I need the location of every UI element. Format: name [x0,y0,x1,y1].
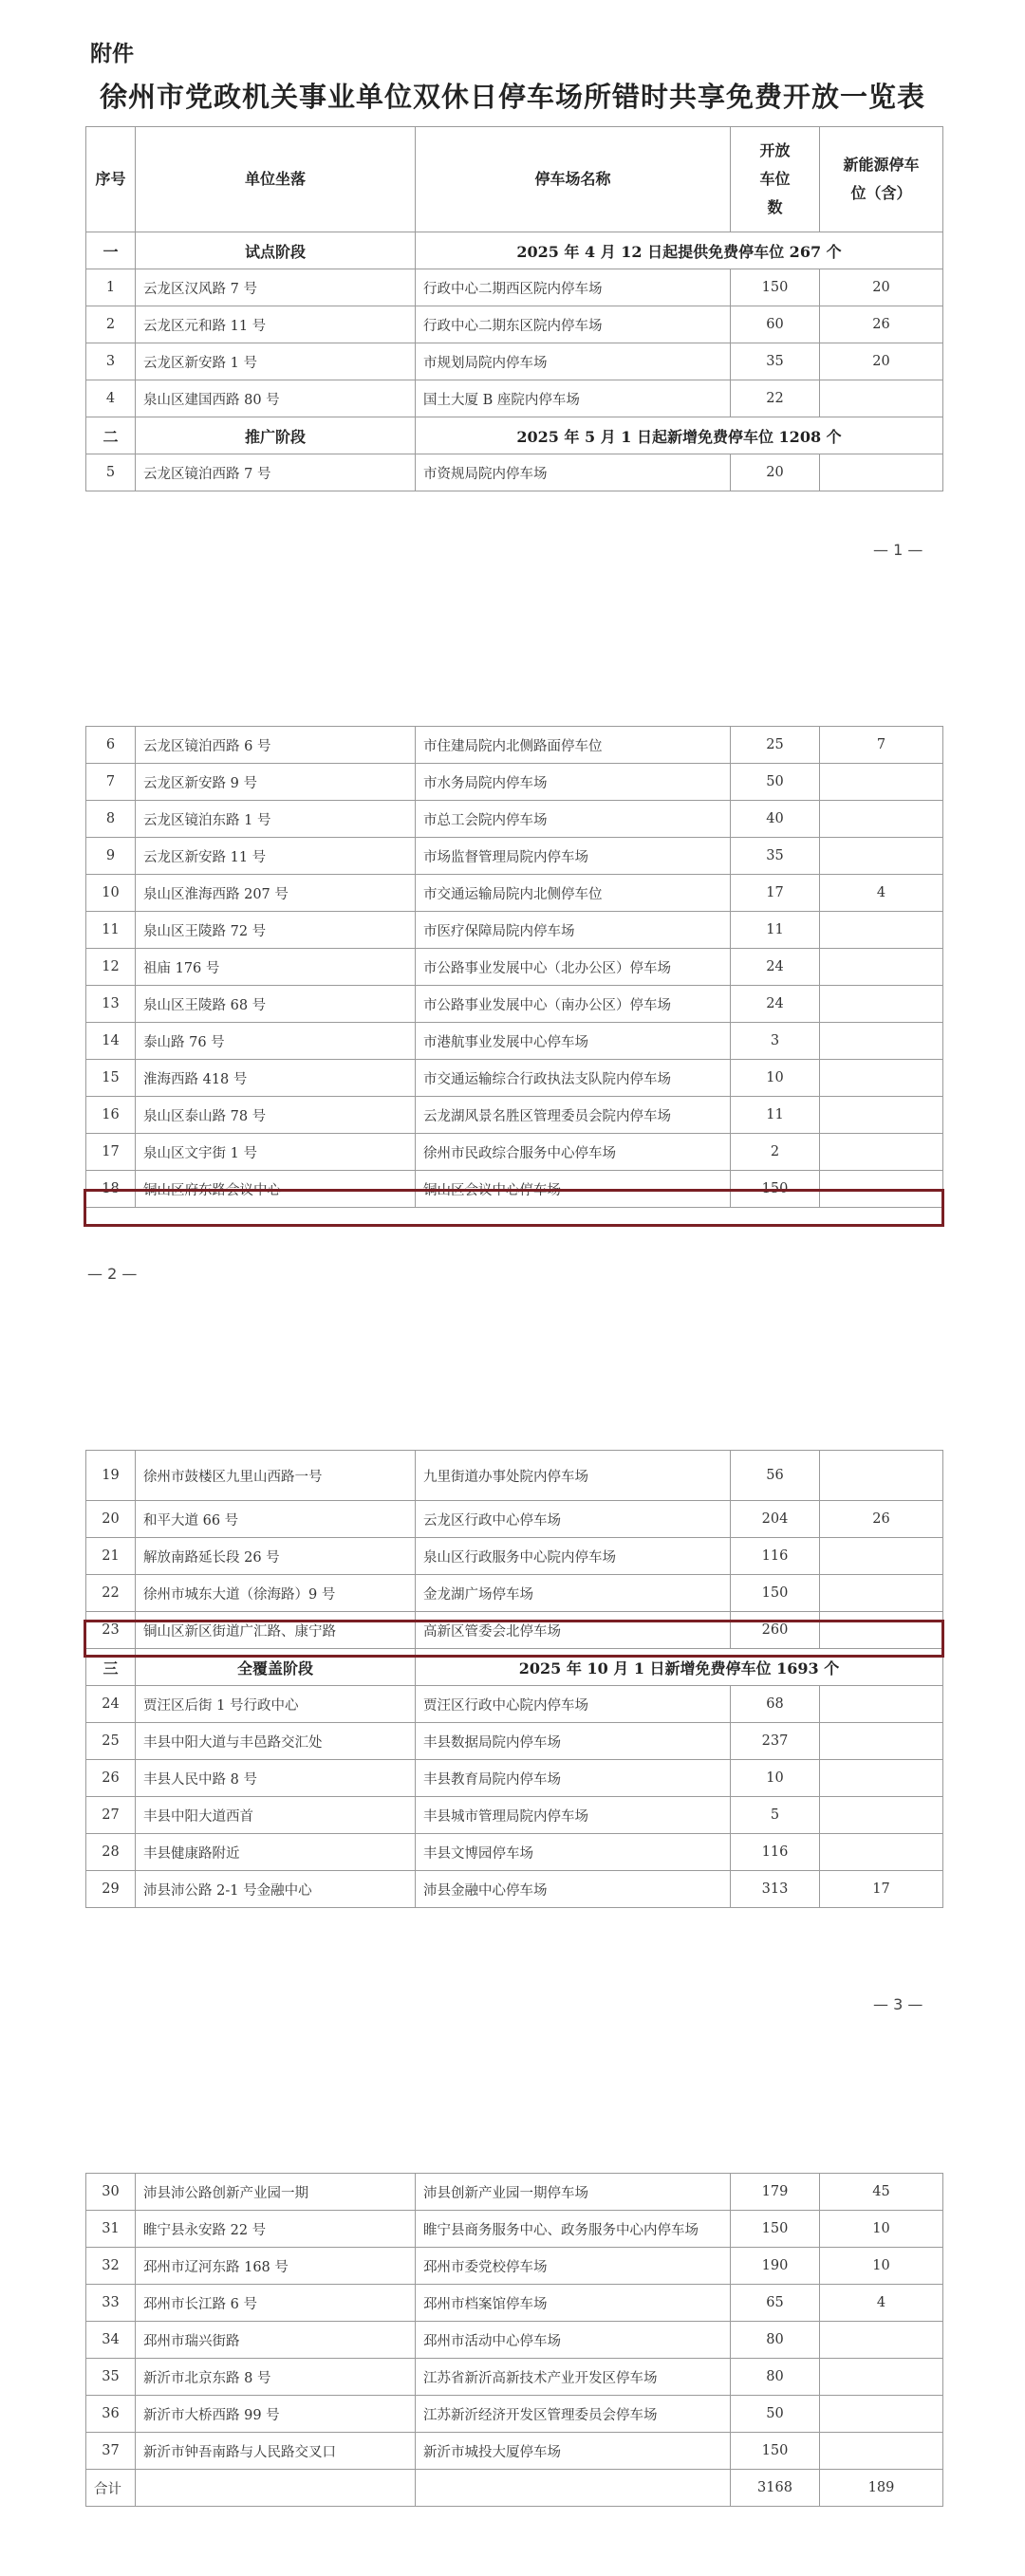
cell-parking-lot: 高新区管委会北停车场 [416,1612,731,1649]
page-title: 徐州市党政机关事业单位双休日停车场所错时共享免费开放一览表 [99,81,925,113]
stage-row [86,417,943,454]
table-row [86,1501,943,1538]
table-row [86,1451,943,1501]
cell-open-spaces: 40 [731,801,820,838]
cell-parking-lot: 国土大厦 B 座院内停车场 [416,380,731,417]
cell-parking-lot: 丰县文博园停车场 [416,1834,731,1871]
table-row [86,306,943,343]
cell-open-spaces: 35 [731,343,820,380]
cell-parking-lot: 市总工会院内停车场 [416,801,731,838]
cell-new-energy: 10 [820,2211,943,2248]
cell-location: 云龙区新安路 9 号 [136,764,416,801]
parking-table-page-1 [85,126,943,491]
cell-location: 云龙区元和路 11 号 [136,306,416,343]
cell-no: 15 [86,1060,136,1097]
cell-location: 泉山区建国西路 80 号 [136,380,416,417]
cell-parking-lot: 行政中心二期西区院内停车场 [416,269,731,306]
cell-no: 25 [86,1723,136,1760]
cell-open-spaces: 3168 [731,2470,820,2507]
table-row [86,1060,943,1097]
cell-no: 11 [86,912,136,949]
cell-parking-lot: 市公路事业发展中心（南办公区）停车场 [416,986,731,1023]
table-row [86,1760,943,1797]
cell-location: 泉山区淮海西路 207 号 [136,875,416,912]
table-row [86,949,943,986]
cell-parking-lot: 邳州市档案馆停车场 [416,2285,731,2322]
cell-no: 32 [86,2248,136,2285]
cell-no: 13 [86,986,136,1023]
cell-new-energy: 17 [820,1871,943,1908]
cell-new-energy [820,1538,943,1575]
cell-location: 沛县沛公路 2-1 号金融中心 [136,1871,416,1908]
table-row [86,2396,943,2433]
cell-open-spaces: 11 [731,1097,820,1134]
cell-location: 泉山区文宇街 1 号 [136,1134,416,1171]
cell-location: 淮海西路 418 号 [136,1060,416,1097]
cell-parking-lot: 泉山区行政服务中心院内停车场 [416,1538,731,1575]
cell-parking-lot: 行政中心二期东区院内停车场 [416,306,731,343]
header-no: 序号 [86,127,136,232]
cell-new-energy: 26 [820,1501,943,1538]
stage-number: 一 [86,232,136,269]
parking-table-page-3 [85,1450,943,1908]
cell-parking-lot: 云龙区行政中心停车场 [416,1501,731,1538]
table-row [86,1134,943,1171]
cell-open-spaces: 22 [731,380,820,417]
cell-parking-lot: 金龙湖广场停车场 [416,1575,731,1612]
cell-new-energy: 4 [820,875,943,912]
cell-no: 16 [86,1097,136,1134]
cell-location: 贾汪区后街 1 号行政中心 [136,1686,416,1723]
cell-parking-lot: 江苏省新沂高新技术产业开发区停车场 [416,2359,731,2396]
cell-open-spaces: 150 [731,1171,820,1208]
cell-parking-lot: 徐州市民政综合服务中心停车场 [416,1134,731,1171]
cell-location: 解放南路延长段 26 号 [136,1538,416,1575]
cell-location: 邳州市长江路 6 号 [136,2285,416,2322]
cell-open-spaces: 17 [731,875,820,912]
cell-new-energy [820,1760,943,1797]
stage-description: 2025 年 10 月 1 日新增免费停车位 1693 个 [416,1649,943,1686]
cell-parking-lot: 睢宁县商务服务中心、政务服务中心内停车场 [416,2211,731,2248]
table-row [86,2359,943,2396]
table-row [86,764,943,801]
table-row [86,986,943,1023]
cell-no: 4 [86,380,136,417]
cell-no: 17 [86,1134,136,1171]
cell-new-energy [820,912,943,949]
header-location: 单位坐落 [136,127,416,232]
table-row [86,875,943,912]
cell-no: 36 [86,2396,136,2433]
cell-no: 7 [86,764,136,801]
cell-new-energy [820,1023,943,1060]
table-row [86,2174,943,2211]
cell-location: 丰县中阳大道与丰邑路交汇处 [136,1723,416,1760]
cell-no: 30 [86,2174,136,2211]
cell-no: 27 [86,1797,136,1834]
total-row [86,2470,943,2507]
cell-no: 合计 [86,2470,136,2507]
cell-location: 丰县健康路附近 [136,1834,416,1871]
cell-open-spaces: 50 [731,2396,820,2433]
cell-no: 23 [86,1612,136,1649]
cell-location: 新沂市大桥西路 99 号 [136,2396,416,2433]
cell-no: 19 [86,1451,136,1501]
cell-location [136,2470,416,2507]
cell-no: 3 [86,343,136,380]
cell-no: 6 [86,727,136,764]
cell-location: 云龙区镜泊西路 7 号 [136,454,416,491]
cell-open-spaces: 80 [731,2359,820,2396]
cell-parking-lot: 市场监督管理局院内停车场 [416,838,731,875]
cell-open-spaces: 116 [731,1538,820,1575]
parking-table-page-4 [85,2173,943,2507]
cell-new-energy: 7 [820,727,943,764]
cell-location: 徐州市城东大道（徐海路）9 号 [136,1575,416,1612]
cell-location: 云龙区新安路 11 号 [136,838,416,875]
cell-open-spaces: 2 [731,1134,820,1171]
cell-parking-lot: 市交通运输综合行政执法支队院内停车场 [416,1060,731,1097]
cell-open-spaces: 3 [731,1023,820,1060]
cell-new-energy [820,1451,943,1501]
table-row [86,454,943,491]
cell-parking-lot: 铜山区会议中心停车场 [416,1171,731,1208]
cell-open-spaces: 56 [731,1451,820,1501]
cell-location: 新沂市钟吾南路与人民路交叉口 [136,2433,416,2470]
stage-number: 二 [86,417,136,454]
cell-open-spaces: 150 [731,2433,820,2470]
cell-no: 1 [86,269,136,306]
stage-name: 全覆盖阶段 [136,1649,416,1686]
cell-location: 泉山区王陵路 68 号 [136,986,416,1023]
cell-location: 铜山区府东路会议中心 [136,1171,416,1208]
table-row [86,2322,943,2359]
page-number-3: — 3 — [873,1995,923,2013]
cell-no: 35 [86,2359,136,2396]
cell-parking-lot: 丰县城市管理局院内停车场 [416,1797,731,1834]
table-row [86,2433,943,2470]
cell-open-spaces: 150 [731,2211,820,2248]
cell-location: 云龙区镜泊西路 6 号 [136,727,416,764]
highlight-box-row-18 [84,1189,944,1227]
cell-parking-lot: 新沂市城投大厦停车场 [416,2433,731,2470]
cell-parking-lot: 邳州市委党校停车场 [416,2248,731,2285]
cell-new-energy: 189 [820,2470,943,2507]
table-row [86,2211,943,2248]
cell-new-energy [820,949,943,986]
cell-new-energy [820,1575,943,1612]
cell-parking-lot: 沛县创新产业园一期停车场 [416,2174,731,2211]
table-row [86,269,943,306]
cell-no: 2 [86,306,136,343]
cell-open-spaces: 150 [731,1575,820,1612]
cell-parking-lot: 市住建局院内北侧路面停车位 [416,727,731,764]
table-row [86,1723,943,1760]
cell-open-spaces: 65 [731,2285,820,2322]
cell-no: 26 [86,1760,136,1797]
cell-parking-lot [416,2470,731,2507]
cell-location: 丰县中阳大道西首 [136,1797,416,1834]
cell-parking-lot: 云龙湖风景名胜区管理委员会院内停车场 [416,1097,731,1134]
table-row [86,801,943,838]
stage-description: 2025 年 4 月 12 日起提供免费停车位 267 个 [416,232,943,269]
cell-new-energy [820,1723,943,1760]
cell-new-energy [820,1060,943,1097]
cell-open-spaces: 68 [731,1686,820,1723]
cell-parking-lot: 沛县金融中心停车场 [416,1871,731,1908]
table-row [86,1538,943,1575]
cell-no: 28 [86,1834,136,1871]
cell-new-energy: 10 [820,2248,943,2285]
cell-new-energy [820,2322,943,2359]
cell-new-energy [820,2359,943,2396]
cell-location: 泉山区王陵路 72 号 [136,912,416,949]
cell-location: 睢宁县永安路 22 号 [136,2211,416,2248]
attachment-label: 附件 [90,42,134,66]
stage-name: 推广阶段 [136,417,416,454]
cell-open-spaces: 190 [731,2248,820,2285]
cell-location: 泉山区泰山路 78 号 [136,1097,416,1134]
table-row [86,380,943,417]
cell-no: 9 [86,838,136,875]
cell-parking-lot: 市交通运输局院内北侧停车位 [416,875,731,912]
cell-new-energy [820,986,943,1023]
page-number-1: — 1 — [873,541,923,559]
stage-number: 三 [86,1649,136,1686]
cell-parking-lot: 市港航事业发展中心停车场 [416,1023,731,1060]
cell-parking-lot: 市资规局院内停车场 [416,454,731,491]
cell-location: 泰山路 76 号 [136,1023,416,1060]
cell-parking-lot: 市医疗保障局院内停车场 [416,912,731,949]
table-row [86,2285,943,2322]
cell-open-spaces: 35 [731,838,820,875]
cell-no: 14 [86,1023,136,1060]
cell-new-energy: 4 [820,2285,943,2322]
cell-new-energy [820,1686,943,1723]
cell-no: 33 [86,2285,136,2322]
cell-no: 34 [86,2322,136,2359]
cell-location: 邳州市瑞兴街路 [136,2322,416,2359]
cell-new-energy [820,454,943,491]
cell-no: 8 [86,801,136,838]
cell-open-spaces: 260 [731,1612,820,1649]
table-row [86,1834,943,1871]
cell-open-spaces: 10 [731,1060,820,1097]
cell-open-spaces: 204 [731,1501,820,1538]
cell-location: 丰县人民中路 8 号 [136,1760,416,1797]
cell-parking-lot: 九里街道办事处院内停车场 [416,1451,731,1501]
cell-location: 祖庙 176 号 [136,949,416,986]
cell-open-spaces: 179 [731,2174,820,2211]
cell-open-spaces: 5 [731,1797,820,1834]
cell-location: 和平大道 66 号 [136,1501,416,1538]
cell-open-spaces: 10 [731,1760,820,1797]
table-row [86,727,943,764]
cell-location: 徐州市鼓楼区九里山西路一号 [136,1451,416,1501]
page-number-2: — 2 — [87,1265,138,1283]
cell-no: 21 [86,1538,136,1575]
cell-new-energy [820,764,943,801]
table-row [86,838,943,875]
header-parking-lot: 停车场名称 [416,127,731,232]
cell-open-spaces: 116 [731,1834,820,1871]
table-row [86,912,943,949]
cell-new-energy [820,1834,943,1871]
cell-new-energy [820,2396,943,2433]
cell-no: 10 [86,875,136,912]
stage-row [86,232,943,269]
table-row [86,1023,943,1060]
cell-new-energy [820,1797,943,1834]
cell-open-spaces: 150 [731,269,820,306]
cell-no: 24 [86,1686,136,1723]
cell-no: 22 [86,1575,136,1612]
cell-open-spaces: 20 [731,454,820,491]
cell-new-energy [820,380,943,417]
cell-new-energy: 20 [820,269,943,306]
table-row [86,1686,943,1723]
cell-no: 12 [86,949,136,986]
cell-no: 20 [86,1501,136,1538]
cell-open-spaces: 50 [731,764,820,801]
cell-location: 云龙区镜泊东路 1 号 [136,801,416,838]
cell-new-energy [820,2433,943,2470]
cell-parking-lot: 丰县教育局院内停车场 [416,1760,731,1797]
cell-open-spaces: 80 [731,2322,820,2359]
cell-open-spaces: 11 [731,912,820,949]
cell-location: 铜山区新区街道广汇路、康宁路 [136,1612,416,1649]
cell-open-spaces: 60 [731,306,820,343]
header-open-spaces: 开放车位数 [731,127,820,232]
table-row [86,1797,943,1834]
cell-no: 29 [86,1871,136,1908]
cell-location: 云龙区汉风路 7 号 [136,269,416,306]
parking-table-page-2 [85,726,943,1208]
table-row [86,1097,943,1134]
table-row [86,1871,943,1908]
cell-open-spaces: 237 [731,1723,820,1760]
cell-open-spaces: 24 [731,949,820,986]
cell-parking-lot: 贾汪区行政中心院内停车场 [416,1686,731,1723]
cell-parking-lot: 市水务局院内停车场 [416,764,731,801]
cell-no: 37 [86,2433,136,2470]
stage-name: 试点阶段 [136,232,416,269]
cell-parking-lot: 邳州市活动中心停车场 [416,2322,731,2359]
cell-open-spaces: 24 [731,986,820,1023]
table-row [86,2248,943,2285]
cell-no: 18 [86,1171,136,1208]
cell-open-spaces: 25 [731,727,820,764]
cell-open-spaces: 313 [731,1871,820,1908]
stage-description: 2025 年 5 月 1 日起新增免费停车位 1208 个 [416,417,943,454]
cell-new-energy [820,1134,943,1171]
cell-new-energy [820,1097,943,1134]
cell-new-energy [820,801,943,838]
table-row [86,1575,943,1612]
cell-location: 新沂市北京东路 8 号 [136,2359,416,2396]
cell-new-energy: 20 [820,343,943,380]
table-header-row [86,127,943,232]
cell-no: 31 [86,2211,136,2248]
highlight-box-row-23 [84,1620,944,1658]
cell-no: 5 [86,454,136,491]
cell-new-energy [820,838,943,875]
cell-location: 沛县沛公路创新产业园一期 [136,2174,416,2211]
cell-location: 邳州市辽河东路 168 号 [136,2248,416,2285]
cell-new-energy: 45 [820,2174,943,2211]
header-new-energy: 新能源停车位（含） [820,127,943,232]
table-row [86,343,943,380]
cell-parking-lot: 市规划局院内停车场 [416,343,731,380]
cell-parking-lot: 市公路事业发展中心（北办公区）停车场 [416,949,731,986]
cell-location: 云龙区新安路 1 号 [136,343,416,380]
cell-new-energy: 26 [820,306,943,343]
cell-parking-lot: 丰县数据局院内停车场 [416,1723,731,1760]
cell-parking-lot: 江苏新沂经济开发区管理委员会停车场 [416,2396,731,2433]
